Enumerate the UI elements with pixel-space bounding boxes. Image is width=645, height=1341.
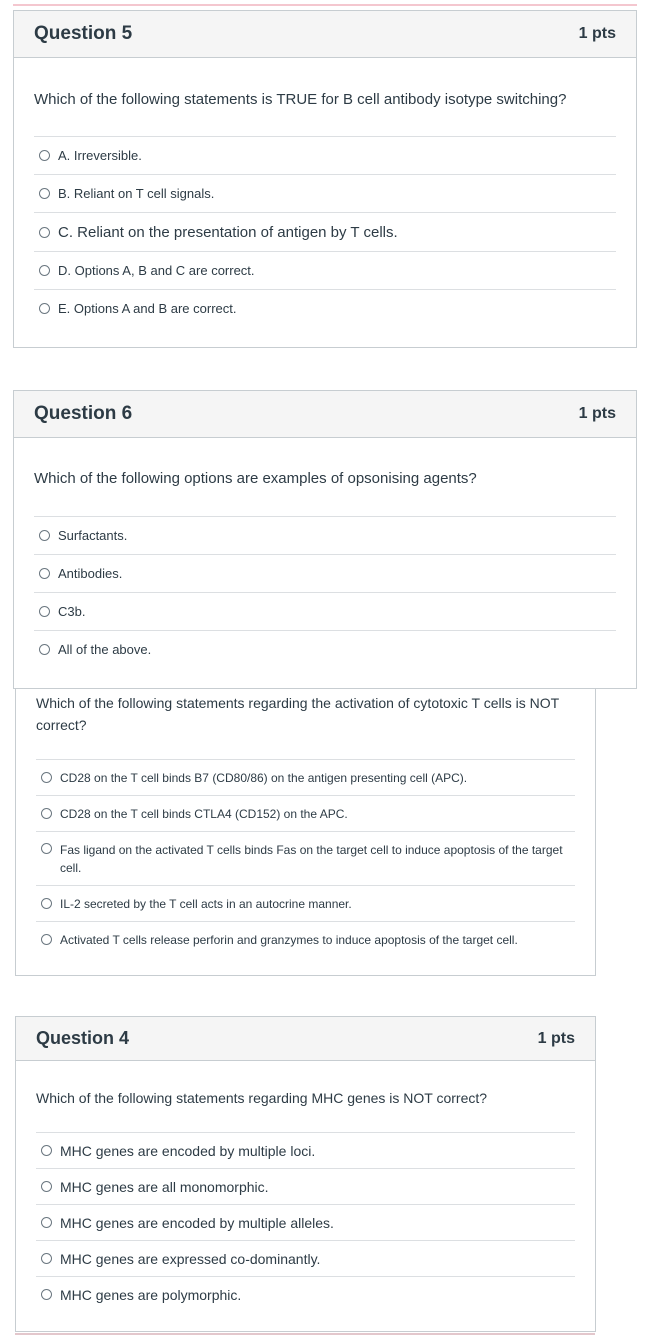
question-title: Question 4	[36, 1028, 130, 1048]
radio-button[interactable]	[39, 606, 50, 617]
answer-option-5[interactable]	[36, 1276, 575, 1312]
answer-list	[34, 516, 616, 668]
answer-option-c3b[interactable]	[34, 592, 616, 630]
radio-button[interactable]	[41, 843, 52, 854]
answer-option-all[interactable]	[34, 630, 616, 668]
answer-label: D. Options A, B and C are correct.	[58, 263, 255, 278]
radio-button[interactable]	[39, 530, 50, 541]
question-card-tcell	[15, 689, 596, 976]
question-points: 1 pts	[537, 1029, 575, 1047]
answer-option-2[interactable]	[36, 1168, 575, 1204]
answer-option-antibodies[interactable]	[34, 554, 616, 592]
answer-label: MHC genes are expressed co-dominantly.	[60, 1250, 321, 1267]
answer-option-e[interactable]	[34, 289, 616, 327]
answer-list	[36, 1132, 575, 1312]
radio-button[interactable]	[41, 1181, 52, 1192]
radio-button[interactable]	[41, 934, 52, 945]
answer-label: IL-2 secreted by the T cell acts in an autocrine manner.	[60, 896, 352, 911]
question-header	[14, 11, 636, 58]
question-text: Which of the following options are examples of opsonising agents?	[34, 470, 477, 487]
answer-option-4[interactable]	[36, 885, 575, 921]
question-title: Question 6	[34, 403, 133, 424]
answer-label: C3b.	[58, 604, 86, 619]
top-divider	[13, 4, 637, 6]
answer-label: Antibodies.	[58, 566, 123, 581]
answer-option-b[interactable]	[34, 174, 616, 212]
answer-option-3[interactable]	[36, 831, 575, 885]
answer-option-1[interactable]	[36, 759, 575, 795]
question-points: 1 pts	[578, 405, 616, 422]
radio-button[interactable]	[39, 303, 50, 314]
radio-button[interactable]	[41, 1289, 52, 1300]
answer-label: CD28 on the T cell binds B7 (CD80/86) on the antigen presenting cell (APC).	[60, 770, 468, 785]
answer-list	[36, 759, 575, 957]
answer-label: MHC genes are encoded by multiple loci.	[60, 1142, 316, 1159]
question-card-6	[13, 390, 637, 689]
radio-button[interactable]	[39, 265, 50, 276]
radio-button[interactable]	[39, 188, 50, 199]
answer-label: A. Irreversible.	[58, 148, 142, 163]
answer-option-5[interactable]	[36, 921, 575, 957]
radio-button[interactable]	[41, 1253, 52, 1264]
answer-option-4[interactable]	[36, 1240, 575, 1276]
answer-option-c[interactable]	[34, 212, 616, 251]
radio-button[interactable]	[41, 808, 52, 819]
question-title: Question 5	[34, 23, 133, 44]
answer-label: Surfactants.	[58, 528, 128, 543]
question-text: Which of the following statements regarding MHC genes is NOT correct?	[36, 1090, 488, 1106]
question-card-4	[15, 1016, 596, 1332]
radio-button[interactable]	[41, 772, 52, 783]
question-text: Which of the following statements is TRUE for B cell antibody isotype switching?	[34, 91, 567, 108]
radio-button[interactable]	[41, 1145, 52, 1156]
answer-list	[34, 136, 616, 327]
question-points: 1 pts	[578, 25, 616, 42]
answer-option-surfactants[interactable]	[34, 516, 616, 554]
bottom-divider	[15, 1333, 595, 1335]
answer-label: B. Reliant on T cell signals.	[58, 186, 215, 201]
answer-option-a[interactable]	[34, 136, 616, 174]
radio-button[interactable]	[39, 150, 50, 161]
question-card-5	[13, 10, 637, 348]
radio-button[interactable]	[41, 1217, 52, 1228]
radio-button[interactable]	[41, 898, 52, 909]
answer-label: Fas ligand on the activated T cells binds Fas on the target cell to induce apoptosis of the target cell.	[60, 843, 563, 875]
answer-label: All of the above.	[58, 642, 152, 657]
question-header	[16, 1017, 595, 1061]
question-header	[14, 391, 636, 438]
answer-label: MHC genes are polymorphic.	[60, 1286, 242, 1303]
answer-label: MHC genes are all monomorphic.	[60, 1178, 269, 1195]
answer-label: MHC genes are encoded by multiple alleles.	[60, 1214, 334, 1231]
answer-option-d[interactable]	[34, 251, 616, 289]
answer-option-1[interactable]	[36, 1132, 575, 1168]
question-text: Which of the following statements regarding the activation of cytotoxic T cells is NOT correct?	[36, 695, 559, 733]
answer-label: CD28 on the T cell binds CTLA4 (CD152) on the APC.	[60, 806, 348, 821]
radio-button[interactable]	[39, 568, 50, 579]
answer-option-2[interactable]	[36, 795, 575, 831]
answer-label: E. Options A and B are correct.	[58, 301, 237, 316]
radio-button[interactable]	[39, 644, 50, 655]
answer-label: C. Reliant on the presentation of antigen by T cells.	[58, 223, 398, 241]
answer-option-3[interactable]	[36, 1204, 575, 1240]
radio-button[interactable]	[39, 227, 50, 238]
answer-label: Activated T cells release perforin and granzymes to induce apoptosis of the target cell.	[60, 932, 518, 947]
